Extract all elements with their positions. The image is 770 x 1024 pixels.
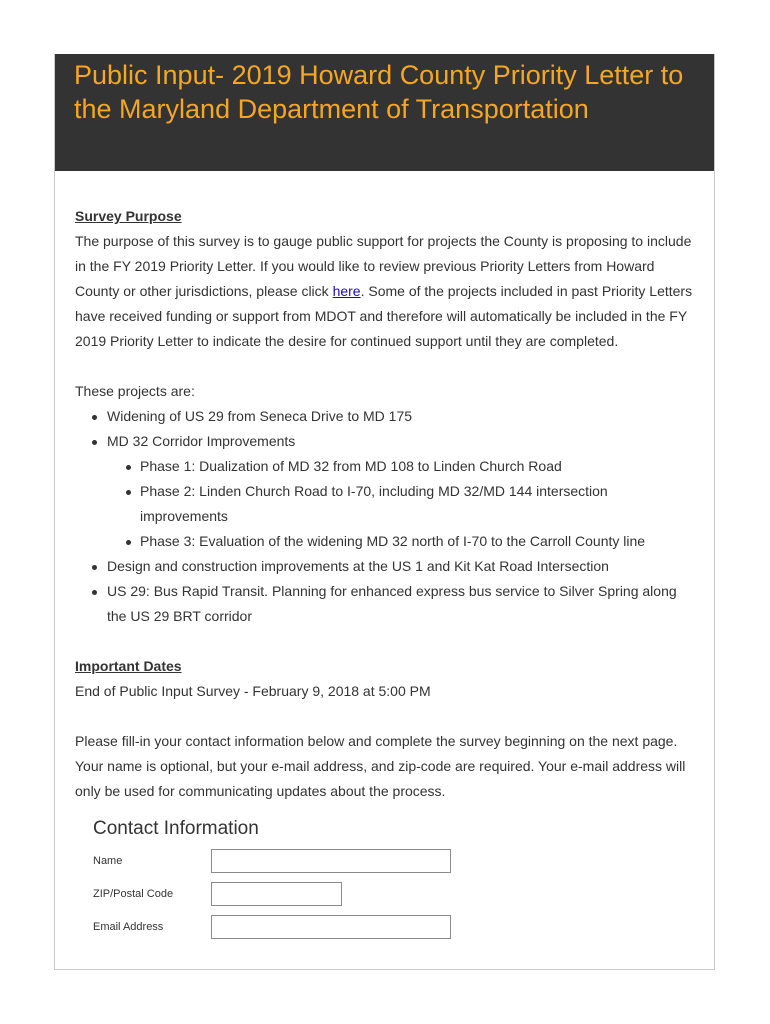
list-item: Phase 1: Dualization of MD 32 from MD 108 to Linden Church Road bbox=[107, 454, 694, 479]
important-dates-text: End of Public Input Survey - February 9, 2018 at 5:00 PM bbox=[75, 683, 431, 699]
list-item-label: MD 32 Corridor Improvements bbox=[107, 433, 296, 449]
survey-content bbox=[55, 171, 714, 940]
name-label: Name bbox=[93, 854, 123, 867]
purpose-text-start: The purpose of this survey is to gauge public support for projects the County is proposing to include in the FY 2019 Priority Letter. If you would like to review previous Priority Letters from Howard County or other jurisdictions, please click bbox=[75, 233, 692, 299]
name-input[interactable] bbox=[211, 849, 451, 873]
email-row bbox=[93, 914, 694, 940]
survey-purpose-text bbox=[75, 229, 694, 354]
projects-list bbox=[75, 404, 694, 629]
contact-form bbox=[75, 817, 694, 940]
md32-phases-list bbox=[107, 454, 694, 554]
list-item: Design and construction improvements at the US 1 and Kit Kat Road Intersection bbox=[75, 554, 694, 579]
email-label: Email Address bbox=[93, 920, 164, 933]
list-item: Phase 3: Evaluation of the widening MD 32 north of I-70 to the Carroll County line bbox=[107, 529, 694, 554]
previous-letters-link[interactable]: here bbox=[332, 283, 361, 299]
list-item: US 29: Bus Rapid Transit. Planning for enhanced express bus service to Silver Spring along the US 29 BRT corridor bbox=[75, 579, 694, 629]
name-row bbox=[93, 848, 694, 874]
purpose-text-end: . Some of the projects included in past Priority Letters have received funding or support from MDOT and therefore will automatically be included in the FY 2019 Priority Letter to indicate the desire for continued support until they are completed. bbox=[75, 283, 693, 349]
list-item: Widening of US 29 from Seneca Drive to MD 175 bbox=[75, 404, 694, 429]
contact-title: Contact Information bbox=[93, 818, 259, 839]
survey-purpose-heading: Survey Purpose bbox=[75, 208, 182, 224]
zip-row bbox=[93, 881, 694, 907]
survey-header bbox=[55, 54, 714, 171]
zip-label: ZIP/Postal Code bbox=[93, 887, 174, 900]
instructions-text: Please fill-in your contact information below and complete the survey beginning on the next page. Your name is optional, but your e-mail address, and zip-code are required. Your e-mail address will only be used for communicating updates about the process. bbox=[75, 733, 686, 799]
projects-intro: These projects are: bbox=[75, 383, 195, 399]
list-item: Phase 2: Linden Church Road to I-70, including MD 32/MD 144 intersection improvements bbox=[107, 479, 694, 529]
zip-input[interactable] bbox=[211, 882, 342, 906]
important-dates-heading: Important Dates bbox=[75, 658, 182, 674]
list-item bbox=[75, 429, 694, 554]
survey-title: Public Input- 2019 Howard County Priority Letter to the Maryland Department of Transportation bbox=[74, 60, 684, 124]
survey-page bbox=[54, 54, 715, 970]
email-input[interactable] bbox=[211, 915, 451, 939]
